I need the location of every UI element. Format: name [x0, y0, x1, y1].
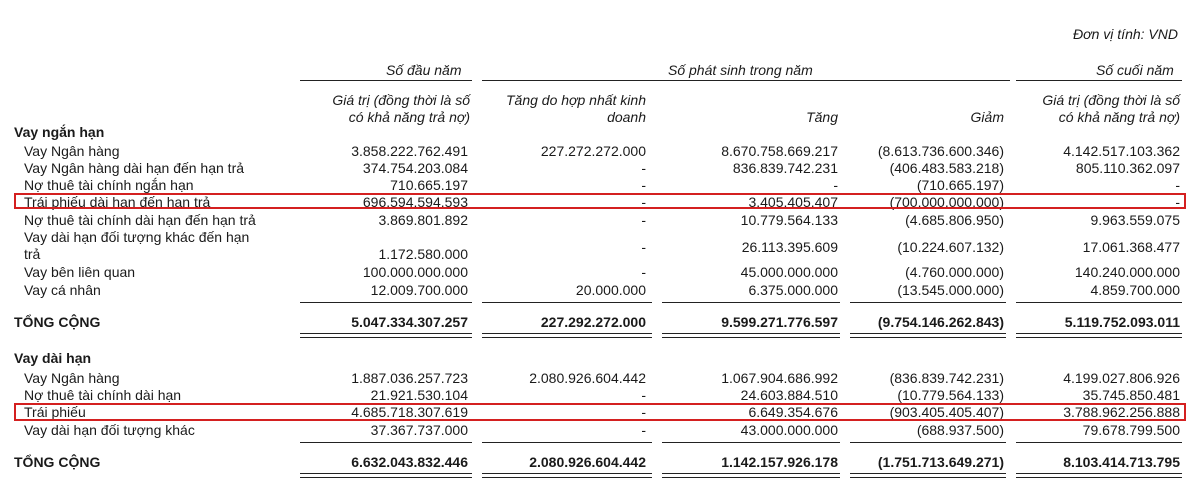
table-row	[0, 282, 1200, 298]
cell-closing: 79.678.799.500	[1082, 422, 1180, 438]
table-row	[0, 370, 1200, 386]
row-label: Trái phiếu	[24, 404, 86, 420]
cell-merger: -	[641, 239, 646, 255]
header-closing: Số cuối năm	[1096, 62, 1174, 78]
rule-opening	[300, 80, 472, 81]
cell-decrease: (13.545.000.000)	[897, 282, 1004, 298]
rule	[1016, 302, 1182, 303]
cell-decrease: (710.665.197)	[916, 177, 1004, 193]
total-decrease: (1.751.713.649.271)	[877, 454, 1004, 470]
double-rule	[482, 333, 652, 338]
double-rule	[850, 473, 1006, 478]
rule-closing	[1016, 80, 1182, 81]
cell-merger: -	[641, 212, 646, 228]
table-row	[0, 160, 1200, 176]
cell-increase: -	[833, 177, 838, 193]
section-title-long-term: Vay dài hạn	[14, 350, 92, 366]
double-rule	[300, 333, 472, 338]
cell-closing: 4.142.517.103.362	[1063, 143, 1180, 159]
cell-merger: 227.272.272.000	[540, 143, 646, 159]
cell-increase: 836.839.742.231	[732, 160, 838, 176]
double-rule	[662, 333, 840, 338]
cell-increase: 6.375.000.000	[748, 282, 838, 298]
cell-closing: -	[1175, 194, 1180, 210]
total-increase: 1.142.157.926.178	[721, 454, 838, 470]
row-label: Nợ thuê tài chính dài hạn đến hạn trả	[24, 212, 256, 228]
cell-increase: 6.649.354.676	[748, 404, 838, 420]
table-row	[0, 387, 1200, 403]
cell-opening: 1.172.580.000	[378, 246, 468, 262]
subheader-opening-value: Giá trị (đồng thời là số có khả năng trả nợ)	[332, 92, 470, 125]
cell-opening: 12.009.700.000	[370, 282, 468, 298]
cell-decrease: (4.760.000.000)	[905, 264, 1004, 280]
total-closing: 5.119.752.093.011	[1064, 314, 1180, 330]
total-closing: 8.103.414.713.795	[1063, 454, 1180, 470]
total-increase: 9.599.271.776.597	[721, 314, 838, 330]
rule	[482, 302, 652, 303]
table-row	[0, 212, 1200, 228]
rule	[482, 442, 652, 443]
cell-opening: 4.685.718.307.619	[351, 404, 468, 420]
table-row	[0, 264, 1200, 280]
table-row	[0, 229, 1200, 263]
cell-opening: 710.665.197	[390, 177, 468, 193]
rule	[300, 442, 472, 443]
double-rule	[482, 473, 652, 478]
rule	[300, 302, 472, 303]
double-rule	[1016, 333, 1182, 338]
cell-merger: -	[641, 387, 646, 403]
header-opening: Số đầu năm	[386, 62, 462, 78]
row-label: Nợ thuê tài chính dài hạn	[24, 387, 182, 403]
total-label: TỔNG CỘNG	[14, 454, 101, 470]
cell-opening: 374.754.203.084	[362, 160, 468, 176]
rule	[662, 302, 840, 303]
rule	[850, 302, 1006, 303]
double-rule	[300, 473, 472, 478]
row-label: Vay Ngân hàng	[24, 143, 120, 159]
cell-decrease: (10.224.607.132)	[897, 239, 1004, 255]
subheader-decrease: Giảm	[970, 109, 1004, 125]
double-rule	[662, 473, 840, 478]
cell-increase: 43.000.000.000	[740, 422, 838, 438]
row-label-line-2: trả	[24, 246, 41, 262]
cell-closing: 17.061.368.477	[1082, 239, 1180, 255]
cell-opening: 100.000.000.000	[362, 264, 468, 280]
total-merger: 227.292.272.000	[540, 314, 646, 330]
total-merger: 2.080.926.604.442	[529, 454, 646, 470]
rule	[1016, 442, 1182, 443]
cell-increase: 26.113.395.609	[741, 239, 838, 255]
cell-increase: 1.067.904.686.992	[721, 370, 838, 386]
row-label: Vay cá nhân	[24, 282, 101, 298]
header-movement: Số phát sinh trong năm	[668, 62, 813, 78]
table-row-total	[0, 314, 1200, 330]
cell-merger: -	[641, 404, 646, 420]
cell-closing: 805.110.362.097	[1075, 160, 1180, 176]
total-opening: 6.632.043.832.446	[351, 454, 468, 470]
rule-movement	[482, 80, 1010, 81]
total-opening: 5.047.334.307.257	[351, 314, 468, 330]
cell-closing: 9.963.559.075	[1090, 212, 1180, 228]
cell-opening: 3.869.801.892	[378, 212, 468, 228]
section-title-short-term: Vay ngắn hạn	[14, 124, 105, 140]
row-label: Vay Ngân hàng dài hạn đến hạn trả	[24, 160, 245, 176]
cell-opening: 37.367.737.000	[370, 422, 468, 438]
rule	[662, 442, 840, 443]
cell-closing: 4.199.027.806.926	[1063, 370, 1180, 386]
cell-increase: 3.405.405.407	[748, 194, 838, 210]
row-label: Vay dài hạn đối tượng khác	[24, 422, 195, 438]
row-label-line-1: Vay dài hạn đối tượng khác đến hạn	[24, 229, 250, 245]
cell-decrease: (406.483.583.218)	[889, 160, 1004, 176]
cell-increase: 45.000.000.000	[740, 264, 838, 280]
subheader-increase: Tăng	[806, 109, 838, 125]
table-row	[0, 143, 1200, 159]
cell-closing: 3.788.962.256.888	[1063, 404, 1180, 420]
row-label: Nợ thuê tài chính ngắn hạn	[24, 177, 194, 193]
cell-closing: 140.240.000.000	[1074, 264, 1180, 280]
cell-opening: 21.921.530.104	[370, 387, 468, 403]
cell-merger: 2.080.926.604.442	[529, 370, 646, 386]
table-row	[0, 422, 1200, 438]
cell-increase: 24.603.884.510	[740, 387, 838, 403]
cell-closing: -	[1175, 177, 1180, 193]
rule	[850, 442, 1006, 443]
row-label: Vay bên liên quan	[24, 264, 136, 280]
cell-decrease: (688.937.500)	[916, 422, 1004, 438]
cell-merger: -	[641, 177, 646, 193]
total-label: TỔNG CỘNG	[14, 314, 101, 330]
total-decrease: (9.754.146.262.843)	[877, 314, 1004, 330]
cell-decrease: (700.000.000.000)	[889, 194, 1004, 210]
table-row-total	[0, 454, 1200, 470]
subheader-closing-value: Giá trị (đồng thời là số có khả năng trả nợ)	[1042, 92, 1180, 125]
cell-decrease: (8.613.736.600.346)	[877, 143, 1004, 159]
cell-merger: -	[641, 422, 646, 438]
table-row	[0, 177, 1200, 193]
subheader-merger: Tăng do hợp nhất kinh doanh	[505, 92, 646, 125]
cell-merger: -	[641, 160, 646, 176]
cell-opening: 1.887.036.257.723	[351, 370, 468, 386]
double-rule	[850, 333, 1006, 338]
cell-merger: 20.000.000	[575, 282, 646, 298]
highlight-box-short-term-bonds	[14, 193, 1186, 209]
highlight-box-long-term-bonds	[14, 403, 1186, 421]
cell-opening: 696.594.594.593	[362, 194, 468, 210]
unit-label: Đơn vị tính: VND	[1073, 26, 1178, 42]
row-label: Trái phiếu dài hạn đến hạn trả	[24, 194, 211, 210]
cell-closing: 35.745.850.481	[1082, 387, 1180, 403]
double-rule	[1016, 473, 1182, 478]
cell-merger: -	[641, 264, 646, 280]
cell-decrease: (903.405.405.407)	[889, 404, 1004, 420]
cell-closing: 4.859.700.000	[1090, 282, 1180, 298]
cell-merger: -	[641, 194, 646, 210]
row-label: Vay Ngân hàng	[24, 370, 120, 386]
cell-decrease: (836.839.742.231)	[889, 370, 1004, 386]
cell-opening: 3.858.222.762.491	[351, 143, 468, 159]
cell-increase: 10.779.564.133	[740, 212, 838, 228]
cell-decrease: (4.685.806.950)	[905, 212, 1004, 228]
cell-increase: 8.670.758.669.217	[721, 143, 838, 159]
cell-decrease: (10.779.564.133)	[897, 387, 1004, 403]
